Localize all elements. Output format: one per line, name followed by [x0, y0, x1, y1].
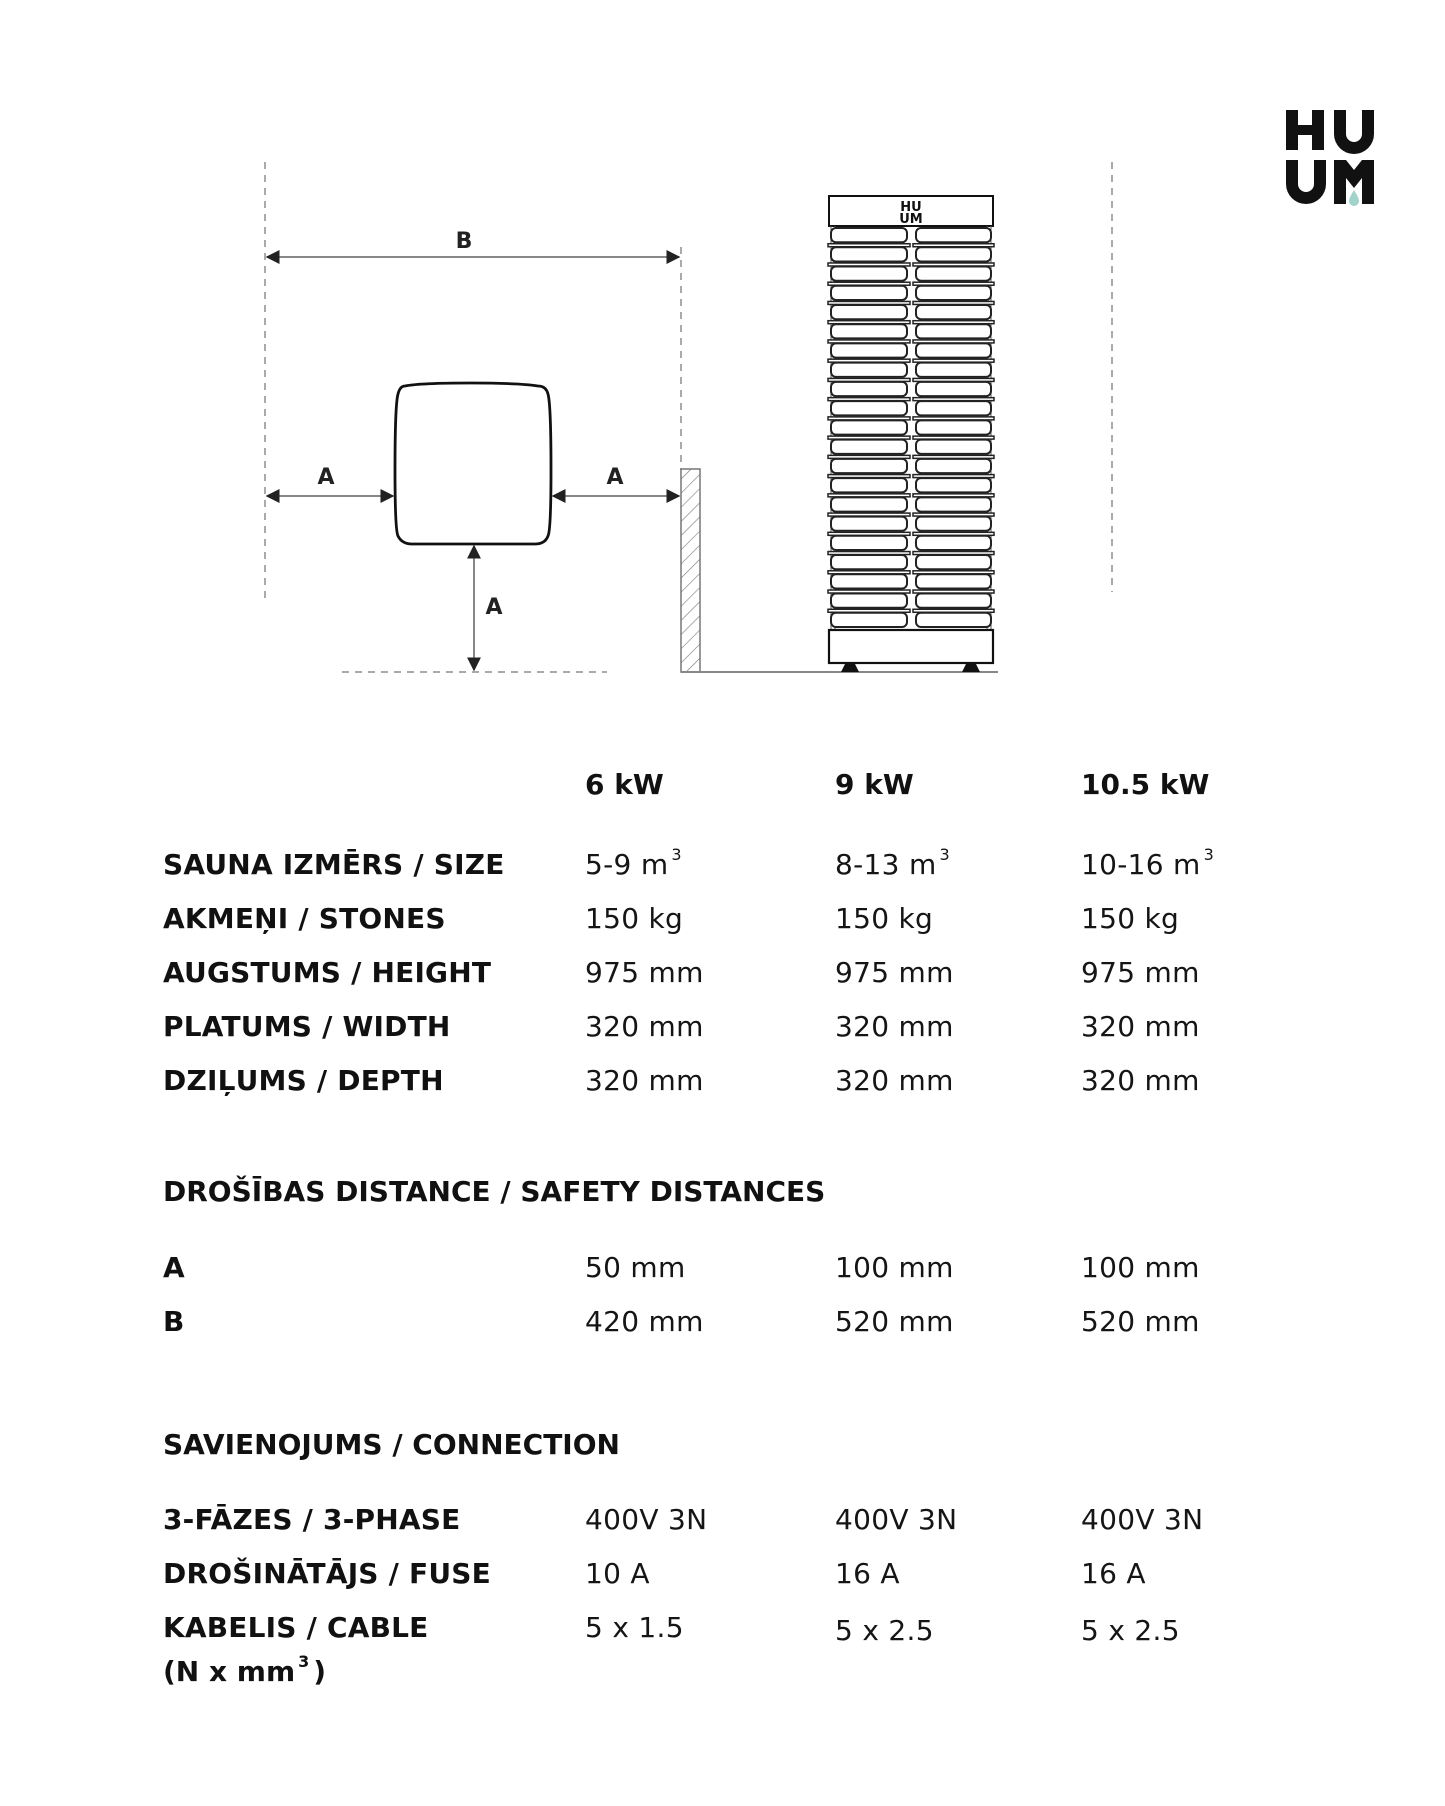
value-cell: 400V 3N: [585, 1503, 708, 1536]
heater-bar-right: [913, 494, 994, 497]
value-cell: 8-13 m $^3$: [835, 845, 951, 881]
heater-fin-left: [831, 574, 907, 588]
value-cell: 16 A: [835, 1557, 900, 1590]
power-header-row: [0, 765, 1445, 805]
column-header-9kw: 9 kW: [835, 768, 914, 801]
value-cell: 320 mm: [835, 1010, 954, 1043]
value-cell: 150 kg: [585, 902, 684, 935]
heater-bar-right: [913, 513, 994, 516]
heater-fin-right: [916, 536, 991, 550]
column-header-10-5kw: 10.5 kW: [1081, 768, 1210, 801]
value-cell: 5 x 2.5: [835, 1614, 934, 1647]
heater-fin-right: [916, 286, 991, 300]
heater-base: [829, 630, 993, 663]
heater-bar-left: [828, 494, 910, 497]
heater-bar-right: [913, 321, 994, 324]
value-cell: 5 x 1.5: [585, 1611, 684, 1644]
heater-bar-right: [913, 398, 994, 401]
heater-bar-right: [913, 263, 994, 266]
heater-fin-right: [916, 459, 991, 473]
value-cell: 10-16 m $^3$: [1081, 845, 1215, 881]
heater-fin-left: [831, 363, 907, 377]
heater-bar-right: [913, 340, 994, 343]
heater-bar-left: [828, 359, 910, 362]
connection-section-title: SAVIENOJUMS / CONNECTION: [163, 1428, 620, 1461]
cable-unit-label: (N x mm $^3$ ): [163, 1652, 327, 1688]
heater-fin-right: [916, 382, 991, 396]
heater-logo-top: HU: [900, 200, 922, 215]
heater-fin-right: [916, 440, 991, 454]
spec-row-height: [0, 953, 1445, 993]
wall-hatched: [681, 469, 700, 672]
heater-fin-left: [831, 613, 907, 627]
heater-bar-left: [828, 475, 910, 478]
value-cell: 420 mm: [585, 1305, 704, 1338]
heater-fin-right: [916, 555, 991, 569]
heater-bar-left: [828, 398, 910, 401]
heater-bar-left: [828, 455, 910, 458]
value-cell: 320 mm: [585, 1064, 704, 1097]
safety-row-a: [0, 1248, 1445, 1288]
heater-bar-right: [913, 359, 994, 362]
heater-fin-right: [916, 247, 991, 261]
heater-fin-left: [831, 497, 907, 511]
heater-fin-right: [916, 517, 991, 531]
heater-fin-left: [831, 420, 907, 434]
heater-fin-right: [916, 420, 991, 434]
heater-fin-right: [916, 343, 991, 357]
heater-side-view: [828, 196, 994, 672]
value-cell: 150 kg: [835, 902, 934, 935]
value-cell: 400V 3N: [835, 1503, 958, 1536]
spec-row-depth: [0, 1061, 1445, 1101]
heater-bar-right: [913, 455, 994, 458]
heater-fin-left: [831, 382, 907, 396]
value-cell: 50 mm: [585, 1251, 686, 1284]
safety-distance-diagram: [0, 0, 1445, 720]
value-cell: 100 mm: [1081, 1251, 1200, 1284]
heater-fin-left: [831, 401, 907, 415]
heater-bar-left: [828, 590, 910, 593]
heater-bar-right: [913, 475, 994, 478]
heater-fin-left: [831, 555, 907, 569]
safety-section-title: DROŠĪBAS DISTANCE / SAFETY DISTANCES: [163, 1175, 826, 1208]
value-cell: 520 mm: [835, 1305, 954, 1338]
row-label: AUGSTUMS / HEIGHT: [163, 956, 492, 989]
value-cell: 5-9 m $^3$: [585, 845, 682, 881]
heater-fin-right: [916, 363, 991, 377]
value-cell: 10 A: [585, 1557, 650, 1590]
heater-fin-left: [831, 266, 907, 280]
heater-fin-right: [916, 574, 991, 588]
row-label: B: [163, 1305, 185, 1338]
heater-fin-right: [916, 401, 991, 415]
spec-row-width: [0, 1007, 1445, 1047]
heater-fin-right: [916, 613, 991, 627]
value-cell: 100 mm: [835, 1251, 954, 1284]
heater-bar-left: [828, 378, 910, 381]
heater-fin-right: [916, 305, 991, 319]
value-cell: 975 mm: [585, 956, 704, 989]
heater-bar-right: [913, 590, 994, 593]
heater-bar-right: [913, 552, 994, 555]
heater-bar-right: [913, 417, 994, 420]
row-label: DZIĻUMS / DEPTH: [163, 1064, 444, 1097]
heater-fin-left: [831, 459, 907, 473]
row-label: 3-FĀZES / 3-PHASE: [163, 1503, 461, 1536]
value-cell: 320 mm: [1081, 1010, 1200, 1043]
heater-bar-left: [828, 301, 910, 304]
row-label: AKMEŅI / STONES: [163, 902, 446, 935]
row-label: SAUNA IZMĒRS / SIZE: [163, 848, 505, 881]
heater-fin-right: [916, 266, 991, 280]
connection-row-fuse: [0, 1554, 1445, 1594]
safety-row-b: [0, 1302, 1445, 1342]
heater-fin-left: [831, 247, 907, 261]
heater-fin-left: [831, 440, 907, 454]
heater-logo-bottom: UM: [899, 212, 923, 227]
row-label: KABELIS / CABLE: [163, 1611, 429, 1644]
heater-fin-right: [916, 478, 991, 492]
heater-bar-right: [913, 378, 994, 381]
row-label: DROŠINĀTĀJS / FUSE: [163, 1557, 491, 1590]
heater-bar-right: [913, 532, 994, 535]
heater-fin-left: [831, 478, 907, 492]
heater-fin-right: [916, 594, 991, 608]
heater-bar-left: [828, 609, 910, 612]
row-label: PLATUMS / WIDTH: [163, 1010, 451, 1043]
heater-bar-right: [913, 436, 994, 439]
heater-fin-left: [831, 343, 907, 357]
value-cell: 320 mm: [585, 1010, 704, 1043]
heater-foot-left: [841, 664, 859, 672]
heater-bar-right: [913, 282, 994, 285]
heater-bar-right: [913, 571, 994, 574]
heater-fin-right: [916, 324, 991, 338]
value-cell: 975 mm: [835, 956, 954, 989]
heater-bar-left: [828, 417, 910, 420]
value-cell: 320 mm: [835, 1064, 954, 1097]
heater-fin-left: [831, 517, 907, 531]
heater-fin-left: [831, 228, 907, 242]
heater-bar-left: [828, 552, 910, 555]
value-cell: 5 x 2.5: [1081, 1614, 1180, 1647]
heater-fin-left: [831, 286, 907, 300]
connection-row-cable: [0, 1608, 1445, 1648]
heater-bar-right: [913, 301, 994, 304]
label-b-top: B: [455, 229, 473, 254]
heater-fin-left: [831, 305, 907, 319]
heater-fin-right: [916, 497, 991, 511]
label-a-right: A: [606, 465, 624, 490]
heater-bar-left: [828, 263, 910, 266]
spec-row-stones: [0, 899, 1445, 939]
value-cell: 400V 3N: [1081, 1503, 1204, 1536]
label-a-bottom: A: [485, 595, 503, 620]
value-cell: 320 mm: [1081, 1064, 1200, 1097]
heater-fin-left: [831, 594, 907, 608]
heater-bar-left: [828, 244, 910, 247]
heater-bar-left: [828, 321, 910, 324]
heater-fin-left: [831, 536, 907, 550]
spec-row-size: [0, 845, 1445, 885]
value-cell: 16 A: [1081, 1557, 1146, 1590]
heater-bar-left: [828, 340, 910, 343]
value-cell: 975 mm: [1081, 956, 1200, 989]
value-cell: 520 mm: [1081, 1305, 1200, 1338]
heater-fin-left: [831, 324, 907, 338]
heater-foot-right: [962, 664, 980, 672]
heater-bar-left: [828, 532, 910, 535]
heater-bar-left: [828, 513, 910, 516]
value-cell: 150 kg: [1081, 902, 1180, 935]
heater-fin-right: [916, 228, 991, 242]
heater-bar-left: [828, 282, 910, 285]
heater-bar-left: [828, 436, 910, 439]
heater-top-view: [395, 383, 551, 544]
heater-bar-left: [828, 571, 910, 574]
row-label: A: [163, 1251, 185, 1284]
heater-bar-right: [913, 244, 994, 247]
connection-row-phase: [0, 1500, 1445, 1540]
column-header-6kw: 6 kW: [585, 768, 664, 801]
heater-bar-right: [913, 609, 994, 612]
label-a-left: A: [317, 465, 335, 490]
